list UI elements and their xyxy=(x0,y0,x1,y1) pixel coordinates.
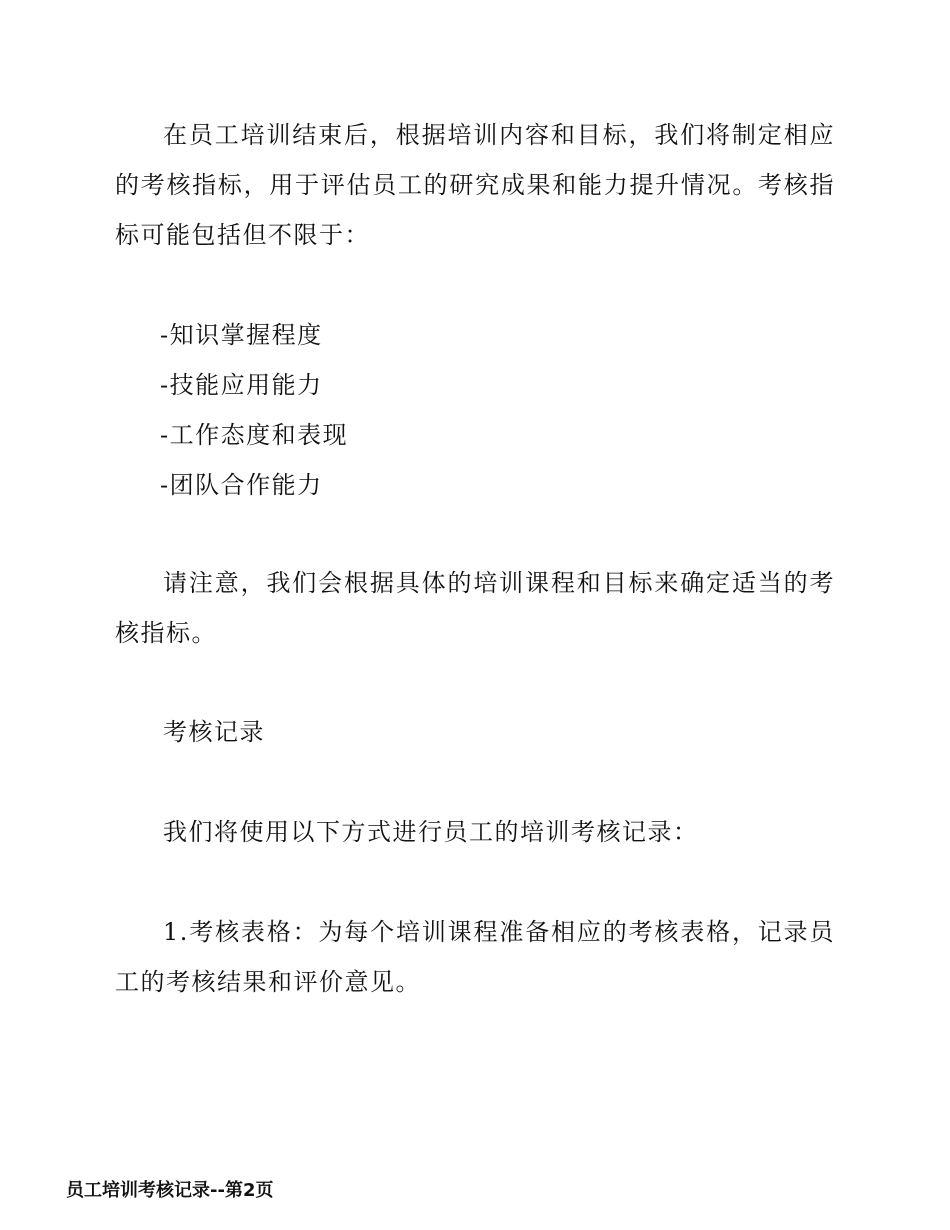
list-item: -技能应用能力 xyxy=(160,371,323,399)
section-heading: 考核记录 xyxy=(163,718,265,746)
list-item: -工作态度和表现 xyxy=(160,421,349,449)
indicator-list xyxy=(160,310,348,510)
intro-paragraph: 在员工培训结束后，根据培训内容和目标，我们将制定相应的考核指标，用于评估员工的研究成果和能力提升情况。考核指标可能包括但不限于： xyxy=(115,121,835,249)
list-item: -知识掌握程度 xyxy=(160,321,323,349)
method-item-1: 1.考核表格：为每个培训课程准备相应的考核表格，记录员工的考核结果和评价意见。 xyxy=(115,918,835,996)
page-footer: 员工培训考核记录--第2页 xyxy=(66,1180,274,1201)
note-paragraph: 请注意，我们会根据具体的培训课程和目标来确定适当的考核指标。 xyxy=(115,569,835,647)
method-intro: 我们将使用以下方式进行员工的培训考核记录： xyxy=(163,818,699,846)
list-item: -团队合作能力 xyxy=(160,471,323,499)
